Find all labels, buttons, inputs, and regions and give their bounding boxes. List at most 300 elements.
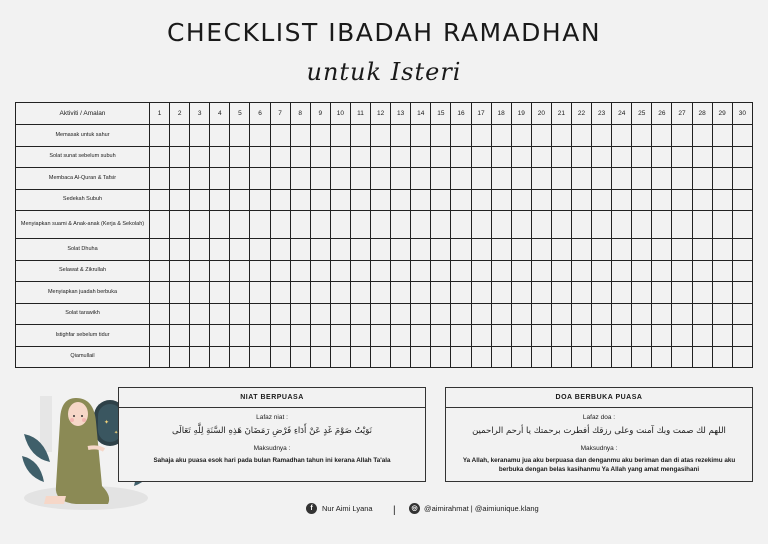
checkbox-cell[interactable] (672, 303, 692, 325)
checkbox-cell[interactable] (491, 239, 511, 261)
checkbox-cell[interactable] (592, 168, 612, 190)
checkbox-cell[interactable] (692, 346, 712, 368)
checkbox-cell[interactable] (411, 146, 431, 168)
checkbox-cell[interactable] (230, 282, 250, 304)
checkbox-cell[interactable] (290, 346, 310, 368)
checkbox-cell[interactable] (290, 282, 310, 304)
checkbox-cell[interactable] (712, 146, 732, 168)
checkbox-cell[interactable] (531, 346, 551, 368)
checkbox-cell[interactable] (732, 125, 752, 147)
checkbox-cell[interactable] (451, 211, 471, 239)
checkbox-cell[interactable] (612, 303, 632, 325)
checkbox-cell[interactable] (571, 189, 591, 211)
checkbox-cell[interactable] (250, 239, 270, 261)
checkbox-cell[interactable] (511, 211, 531, 239)
checkbox-cell[interactable] (330, 125, 350, 147)
checkbox-cell[interactable] (230, 260, 250, 282)
checkbox-cell[interactable] (612, 282, 632, 304)
checkbox-cell[interactable] (431, 125, 451, 147)
checkbox-cell[interactable] (310, 346, 330, 368)
checkbox-cell[interactable] (592, 303, 612, 325)
checkbox-cell[interactable] (451, 168, 471, 190)
checkbox-cell[interactable] (170, 325, 190, 347)
checkbox-cell[interactable] (190, 239, 210, 261)
checkbox-cell[interactable] (732, 189, 752, 211)
checkbox-cell[interactable] (551, 260, 571, 282)
checkbox-cell[interactable] (612, 189, 632, 211)
checkbox-cell[interactable] (551, 211, 571, 239)
checkbox-cell[interactable] (652, 325, 672, 347)
checkbox-cell[interactable] (511, 168, 531, 190)
checkbox-cell[interactable] (712, 260, 732, 282)
checkbox-cell[interactable] (250, 303, 270, 325)
checkbox-cell[interactable] (592, 346, 612, 368)
checkbox-cell[interactable] (310, 260, 330, 282)
checkbox-cell[interactable] (551, 282, 571, 304)
checkbox-cell[interactable] (431, 282, 451, 304)
checkbox-cell[interactable] (371, 325, 391, 347)
checkbox-cell[interactable] (150, 211, 170, 239)
checkbox-cell[interactable] (491, 146, 511, 168)
checkbox-cell[interactable] (310, 125, 330, 147)
checkbox-cell[interactable] (592, 211, 612, 239)
checkbox-cell[interactable] (330, 189, 350, 211)
checkbox-cell[interactable] (170, 168, 190, 190)
checkbox-cell[interactable] (330, 211, 350, 239)
checkbox-cell[interactable] (391, 146, 411, 168)
checkbox-cell[interactable] (692, 125, 712, 147)
checkbox-cell[interactable] (551, 303, 571, 325)
checkbox-cell[interactable] (190, 211, 210, 239)
checkbox-cell[interactable] (692, 146, 712, 168)
checkbox-cell[interactable] (190, 325, 210, 347)
checkbox-cell[interactable] (732, 168, 752, 190)
checkbox-cell[interactable] (170, 303, 190, 325)
checkbox-cell[interactable] (270, 211, 290, 239)
checkbox-cell[interactable] (391, 260, 411, 282)
checkbox-cell[interactable] (411, 303, 431, 325)
checkbox-cell[interactable] (150, 346, 170, 368)
checkbox-cell[interactable] (672, 239, 692, 261)
checkbox-cell[interactable] (471, 146, 491, 168)
checkbox-cell[interactable] (330, 168, 350, 190)
checkbox-cell[interactable] (270, 303, 290, 325)
checkbox-cell[interactable] (612, 325, 632, 347)
checkbox-cell[interactable] (491, 325, 511, 347)
checkbox-cell[interactable] (451, 125, 471, 147)
checkbox-cell[interactable] (250, 325, 270, 347)
checkbox-cell[interactable] (571, 260, 591, 282)
checkbox-cell[interactable] (471, 125, 491, 147)
checkbox-cell[interactable] (632, 282, 652, 304)
checkbox-cell[interactable] (210, 168, 230, 190)
checkbox-cell[interactable] (692, 282, 712, 304)
checkbox-cell[interactable] (411, 125, 431, 147)
checkbox-cell[interactable] (652, 211, 672, 239)
checkbox-cell[interactable] (592, 260, 612, 282)
checkbox-cell[interactable] (270, 325, 290, 347)
checkbox-cell[interactable] (391, 303, 411, 325)
checkbox-cell[interactable] (551, 125, 571, 147)
checkbox-cell[interactable] (592, 282, 612, 304)
checkbox-cell[interactable] (712, 239, 732, 261)
checkbox-cell[interactable] (411, 346, 431, 368)
checkbox-cell[interactable] (692, 325, 712, 347)
checkbox-cell[interactable] (391, 346, 411, 368)
checkbox-cell[interactable] (531, 146, 551, 168)
checkbox-cell[interactable] (431, 168, 451, 190)
checkbox-cell[interactable] (652, 303, 672, 325)
checkbox-cell[interactable] (270, 239, 290, 261)
checkbox-cell[interactable] (672, 325, 692, 347)
checkbox-cell[interactable] (672, 282, 692, 304)
checkbox-cell[interactable] (330, 239, 350, 261)
checkbox-cell[interactable] (692, 303, 712, 325)
checkbox-cell[interactable] (391, 239, 411, 261)
checkbox-cell[interactable] (190, 303, 210, 325)
checkbox-cell[interactable] (350, 125, 370, 147)
checkbox-cell[interactable] (592, 239, 612, 261)
checkbox-cell[interactable] (652, 168, 672, 190)
checkbox-cell[interactable] (491, 346, 511, 368)
checkbox-cell[interactable] (150, 146, 170, 168)
checkbox-cell[interactable] (230, 168, 250, 190)
checkbox-cell[interactable] (210, 125, 230, 147)
checkbox-cell[interactable] (411, 239, 431, 261)
checkbox-cell[interactable] (511, 325, 531, 347)
checkbox-cell[interactable] (511, 346, 531, 368)
checkbox-cell[interactable] (371, 211, 391, 239)
checkbox-cell[interactable] (551, 146, 571, 168)
checkbox-cell[interactable] (371, 282, 391, 304)
checkbox-cell[interactable] (491, 282, 511, 304)
checkbox-cell[interactable] (612, 346, 632, 368)
checkbox-cell[interactable] (632, 303, 652, 325)
checkbox-cell[interactable] (471, 260, 491, 282)
checkbox-cell[interactable] (170, 189, 190, 211)
checkbox-cell[interactable] (270, 346, 290, 368)
checkbox-cell[interactable] (210, 346, 230, 368)
checkbox-cell[interactable] (150, 125, 170, 147)
checkbox-cell[interactable] (732, 325, 752, 347)
checkbox-cell[interactable] (672, 168, 692, 190)
checkbox-cell[interactable] (371, 239, 391, 261)
checkbox-cell[interactable] (471, 211, 491, 239)
checkbox-cell[interactable] (551, 189, 571, 211)
checkbox-cell[interactable] (612, 211, 632, 239)
checkbox-cell[interactable] (250, 125, 270, 147)
checkbox-cell[interactable] (531, 239, 551, 261)
checkbox-cell[interactable] (732, 282, 752, 304)
checkbox-cell[interactable] (250, 146, 270, 168)
checkbox-cell[interactable] (210, 146, 230, 168)
checkbox-cell[interactable] (150, 282, 170, 304)
checkbox-cell[interactable] (250, 189, 270, 211)
checkbox-cell[interactable] (330, 325, 350, 347)
checkbox-cell[interactable] (491, 303, 511, 325)
checkbox-cell[interactable] (431, 211, 451, 239)
checkbox-cell[interactable] (190, 168, 210, 190)
checkbox-cell[interactable] (672, 346, 692, 368)
checkbox-cell[interactable] (290, 211, 310, 239)
checkbox-cell[interactable] (652, 346, 672, 368)
checkbox-cell[interactable] (371, 125, 391, 147)
checkbox-cell[interactable] (632, 346, 652, 368)
checkbox-cell[interactable] (431, 146, 451, 168)
checkbox-cell[interactable] (712, 168, 732, 190)
checkbox-cell[interactable] (632, 260, 652, 282)
checkbox-cell[interactable] (431, 189, 451, 211)
checkbox-cell[interactable] (732, 260, 752, 282)
checkbox-cell[interactable] (150, 325, 170, 347)
checkbox-cell[interactable] (270, 189, 290, 211)
checkbox-cell[interactable] (150, 168, 170, 190)
checkbox-cell[interactable] (391, 189, 411, 211)
checkbox-cell[interactable] (210, 303, 230, 325)
checkbox-cell[interactable] (612, 260, 632, 282)
checkbox-cell[interactable] (310, 303, 330, 325)
checkbox-cell[interactable] (290, 260, 310, 282)
checkbox-cell[interactable] (170, 125, 190, 147)
checkbox-cell[interactable] (190, 146, 210, 168)
checkbox-cell[interactable] (451, 189, 471, 211)
checkbox-cell[interactable] (471, 282, 491, 304)
checkbox-cell[interactable] (250, 260, 270, 282)
checkbox-cell[interactable] (170, 239, 190, 261)
checkbox-cell[interactable] (170, 260, 190, 282)
checkbox-cell[interactable] (371, 146, 391, 168)
checkbox-cell[interactable] (491, 211, 511, 239)
checkbox-cell[interactable] (632, 189, 652, 211)
checkbox-cell[interactable] (612, 146, 632, 168)
checkbox-cell[interactable] (371, 189, 391, 211)
checkbox-cell[interactable] (511, 146, 531, 168)
checkbox-cell[interactable] (270, 146, 290, 168)
checkbox-cell[interactable] (210, 211, 230, 239)
checkbox-cell[interactable] (571, 125, 591, 147)
checkbox-cell[interactable] (190, 260, 210, 282)
checkbox-cell[interactable] (250, 211, 270, 239)
checkbox-cell[interactable] (150, 239, 170, 261)
checkbox-cell[interactable] (571, 325, 591, 347)
checkbox-cell[interactable] (491, 189, 511, 211)
checkbox-cell[interactable] (571, 239, 591, 261)
checkbox-cell[interactable] (471, 239, 491, 261)
checkbox-cell[interactable] (250, 346, 270, 368)
checkbox-cell[interactable] (732, 346, 752, 368)
checkbox-cell[interactable] (150, 189, 170, 211)
checkbox-cell[interactable] (491, 260, 511, 282)
checkbox-cell[interactable] (290, 146, 310, 168)
checkbox-cell[interactable] (210, 282, 230, 304)
checkbox-cell[interactable] (170, 146, 190, 168)
checkbox-cell[interactable] (551, 168, 571, 190)
checkbox-cell[interactable] (230, 325, 250, 347)
checkbox-cell[interactable] (411, 260, 431, 282)
checkbox-cell[interactable] (270, 260, 290, 282)
checkbox-cell[interactable] (511, 189, 531, 211)
checkbox-cell[interactable] (652, 125, 672, 147)
checkbox-cell[interactable] (290, 303, 310, 325)
checkbox-cell[interactable] (712, 189, 732, 211)
checkbox-cell[interactable] (371, 303, 391, 325)
checkbox-cell[interactable] (190, 282, 210, 304)
checkbox-cell[interactable] (330, 303, 350, 325)
checkbox-cell[interactable] (190, 346, 210, 368)
checkbox-cell[interactable] (330, 282, 350, 304)
checkbox-cell[interactable] (230, 239, 250, 261)
checkbox-cell[interactable] (170, 211, 190, 239)
checkbox-cell[interactable] (330, 146, 350, 168)
checkbox-cell[interactable] (632, 211, 652, 239)
checkbox-cell[interactable] (592, 325, 612, 347)
checkbox-cell[interactable] (471, 189, 491, 211)
checkbox-cell[interactable] (531, 125, 551, 147)
checkbox-cell[interactable] (491, 125, 511, 147)
checkbox-cell[interactable] (652, 260, 672, 282)
checkbox-cell[interactable] (692, 189, 712, 211)
checkbox-cell[interactable] (612, 168, 632, 190)
checkbox-cell[interactable] (391, 168, 411, 190)
checkbox-cell[interactable] (230, 211, 250, 239)
checkbox-cell[interactable] (571, 282, 591, 304)
checkbox-cell[interactable] (632, 168, 652, 190)
checkbox-cell[interactable] (571, 346, 591, 368)
checkbox-cell[interactable] (431, 260, 451, 282)
checkbox-cell[interactable] (210, 239, 230, 261)
checkbox-cell[interactable] (451, 260, 471, 282)
checkbox-cell[interactable] (712, 303, 732, 325)
checkbox-cell[interactable] (230, 125, 250, 147)
checkbox-cell[interactable] (712, 346, 732, 368)
checkbox-cell[interactable] (692, 260, 712, 282)
checkbox-cell[interactable] (411, 189, 431, 211)
checkbox-cell[interactable] (290, 189, 310, 211)
checkbox-cell[interactable] (411, 211, 431, 239)
checkbox-cell[interactable] (230, 303, 250, 325)
checkbox-cell[interactable] (290, 239, 310, 261)
checkbox-cell[interactable] (451, 325, 471, 347)
checkbox-cell[interactable] (732, 146, 752, 168)
checkbox-cell[interactable] (230, 189, 250, 211)
checkbox-cell[interactable] (632, 125, 652, 147)
checkbox-cell[interactable] (310, 146, 330, 168)
instagram-credit[interactable] (409, 503, 539, 514)
checkbox-cell[interactable] (732, 211, 752, 239)
checkbox-cell[interactable] (371, 168, 391, 190)
checkbox-cell[interactable] (491, 168, 511, 190)
checkbox-cell[interactable] (350, 325, 370, 347)
checkbox-cell[interactable] (250, 282, 270, 304)
checkbox-cell[interactable] (270, 282, 290, 304)
checkbox-cell[interactable] (531, 260, 551, 282)
checkbox-cell[interactable] (210, 260, 230, 282)
checkbox-cell[interactable] (210, 325, 230, 347)
checkbox-cell[interactable] (632, 146, 652, 168)
checkbox-cell[interactable] (310, 282, 330, 304)
checkbox-cell[interactable] (471, 346, 491, 368)
checkbox-cell[interactable] (170, 282, 190, 304)
checkbox-cell[interactable] (712, 125, 732, 147)
checkbox-cell[interactable] (350, 260, 370, 282)
checkbox-cell[interactable] (290, 168, 310, 190)
checkbox-cell[interactable] (371, 346, 391, 368)
checkbox-cell[interactable] (431, 239, 451, 261)
checkbox-cell[interactable] (350, 239, 370, 261)
checkbox-cell[interactable] (511, 303, 531, 325)
checkbox-cell[interactable] (531, 211, 551, 239)
checkbox-cell[interactable] (712, 211, 732, 239)
checkbox-cell[interactable] (692, 211, 712, 239)
checkbox-cell[interactable] (531, 168, 551, 190)
checkbox-cell[interactable] (471, 168, 491, 190)
checkbox-cell[interactable] (571, 146, 591, 168)
checkbox-cell[interactable] (391, 282, 411, 304)
checkbox-cell[interactable] (451, 303, 471, 325)
checkbox-cell[interactable] (451, 346, 471, 368)
checkbox-cell[interactable] (330, 260, 350, 282)
facebook-credit[interactable] (306, 503, 373, 514)
checkbox-cell[interactable] (692, 239, 712, 261)
checkbox-cell[interactable] (672, 260, 692, 282)
checkbox-cell[interactable] (511, 282, 531, 304)
checkbox-cell[interactable] (511, 125, 531, 147)
checkbox-cell[interactable] (632, 325, 652, 347)
checkbox-cell[interactable] (350, 189, 370, 211)
checkbox-cell[interactable] (431, 346, 451, 368)
checkbox-cell[interactable] (150, 260, 170, 282)
checkbox-cell[interactable] (451, 282, 471, 304)
checkbox-cell[interactable] (652, 146, 672, 168)
checkbox-cell[interactable] (350, 168, 370, 190)
checkbox-cell[interactable] (451, 146, 471, 168)
checkbox-cell[interactable] (230, 146, 250, 168)
checkbox-cell[interactable] (571, 211, 591, 239)
checkbox-cell[interactable] (612, 239, 632, 261)
checkbox-cell[interactable] (290, 125, 310, 147)
checkbox-cell[interactable] (571, 168, 591, 190)
checkbox-cell[interactable] (391, 211, 411, 239)
checkbox-cell[interactable] (551, 346, 571, 368)
checkbox-cell[interactable] (672, 189, 692, 211)
checkbox-cell[interactable] (471, 325, 491, 347)
checkbox-cell[interactable] (732, 239, 752, 261)
checkbox-cell[interactable] (672, 125, 692, 147)
checkbox-cell[interactable] (350, 211, 370, 239)
checkbox-cell[interactable] (592, 146, 612, 168)
checkbox-cell[interactable] (411, 282, 431, 304)
checkbox-cell[interactable] (411, 168, 431, 190)
checkbox-cell[interactable] (592, 125, 612, 147)
checkbox-cell[interactable] (350, 346, 370, 368)
checkbox-cell[interactable] (471, 303, 491, 325)
checkbox-cell[interactable] (712, 325, 732, 347)
checkbox-cell[interactable] (310, 239, 330, 261)
checkbox-cell[interactable] (632, 239, 652, 261)
checkbox-cell[interactable] (592, 189, 612, 211)
checkbox-cell[interactable] (732, 303, 752, 325)
checkbox-cell[interactable] (652, 189, 672, 211)
checkbox-cell[interactable] (150, 303, 170, 325)
checkbox-cell[interactable] (330, 346, 350, 368)
checkbox-cell[interactable] (391, 125, 411, 147)
checkbox-cell[interactable] (350, 303, 370, 325)
checkbox-cell[interactable] (511, 260, 531, 282)
checkbox-cell[interactable] (310, 211, 330, 239)
checkbox-cell[interactable] (250, 168, 270, 190)
checkbox-cell[interactable] (672, 146, 692, 168)
checkbox-cell[interactable] (652, 282, 672, 304)
